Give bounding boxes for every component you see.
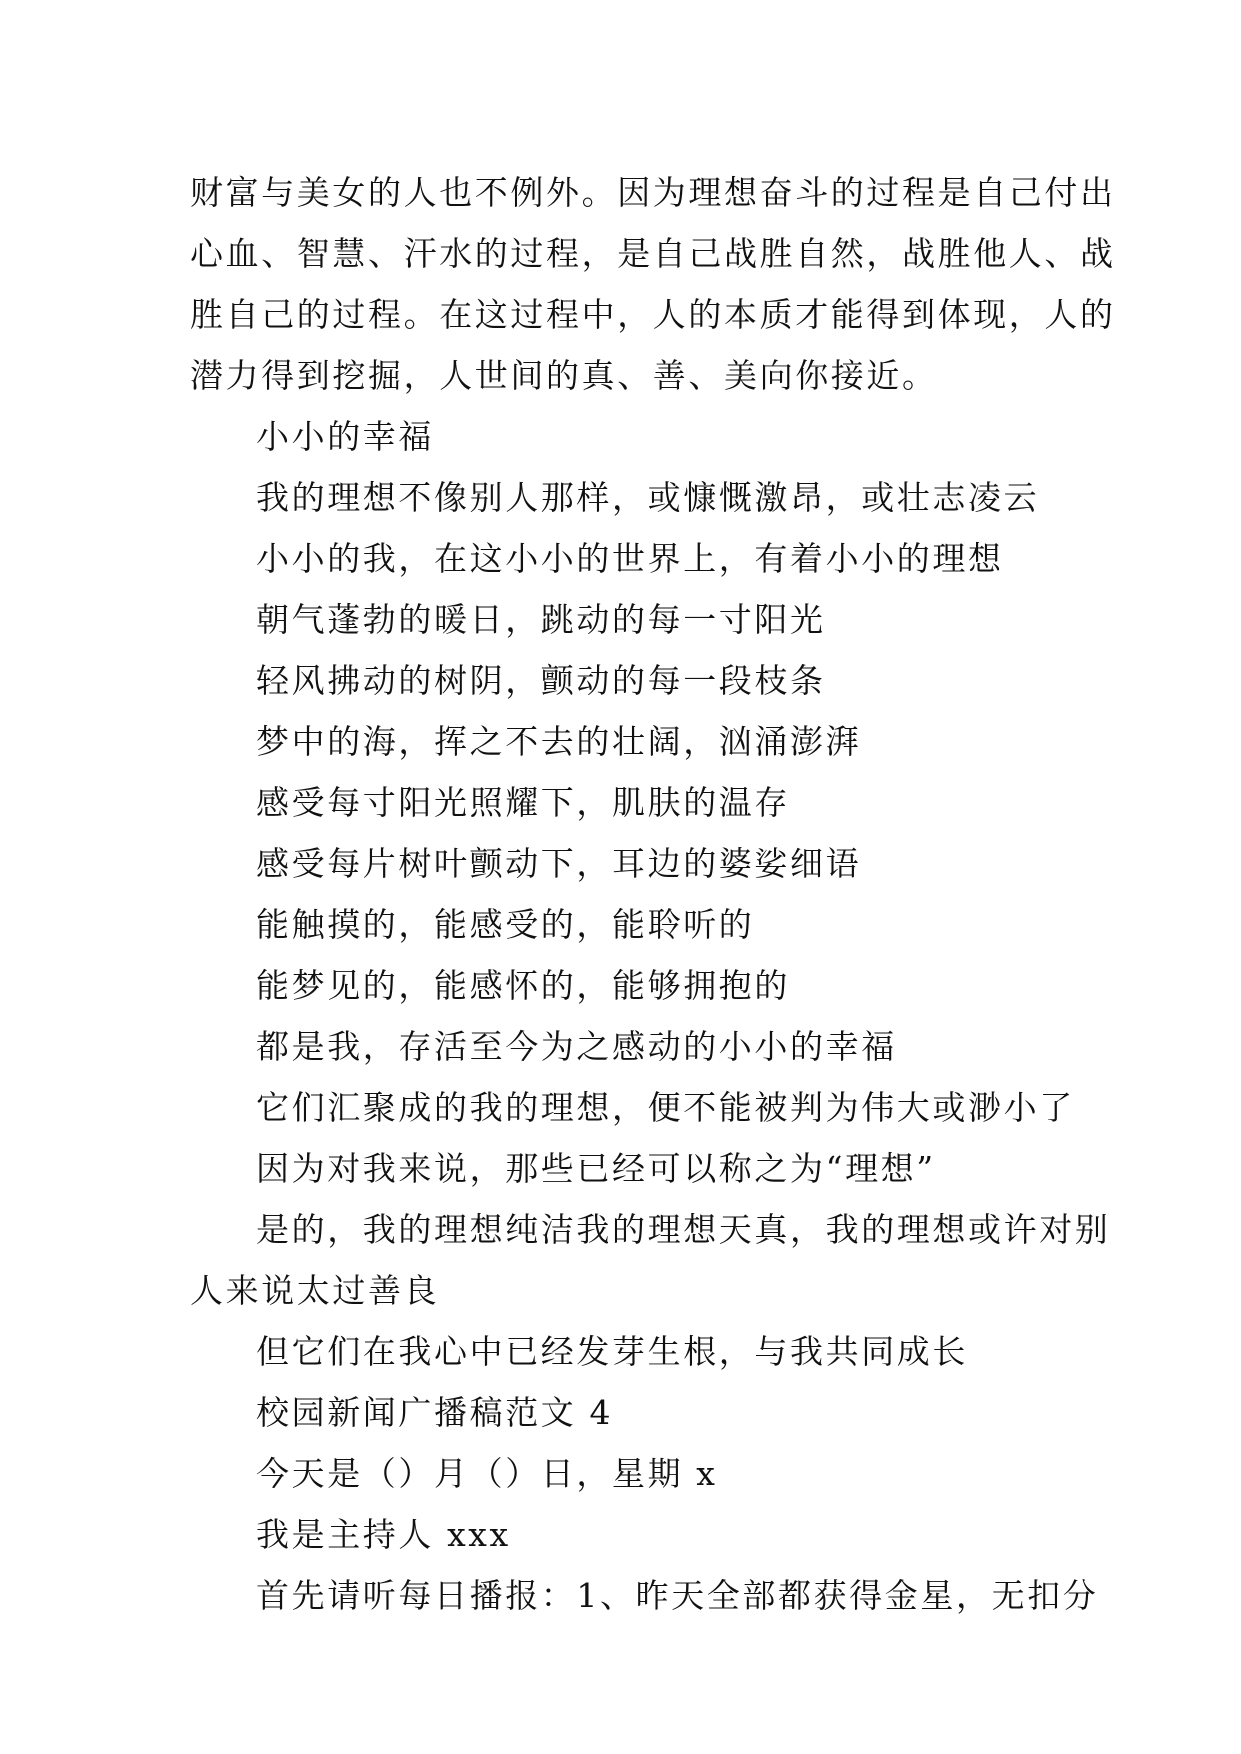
poem-line: 都是我，存活至今为之感动的小小的幸福 [256, 1027, 897, 1066]
body-line: 潜力得到挖掘，人世间的真、善、美向你接近。 [190, 356, 938, 395]
document-body [190, 162, 1116, 1626]
poem-line: 轻风拂动的树阴，颤动的每一段枝条 [256, 661, 826, 700]
poem-line: 能触摸的，能感受的，能聆听的 [256, 905, 755, 944]
poem-line: 我的理想不像别人那样，或慷慨激昂，或壮志凌云 [256, 478, 1040, 517]
poem-line: 能梦见的，能感怀的，能够拥抱的 [256, 966, 790, 1005]
section-title: 校园新闻广播稿范文 4 [256, 1393, 614, 1432]
body-line: 心血、智慧、汗水的过程，是自己战胜自然，战胜他人、战 [190, 234, 1116, 273]
poem-line: 朝气蓬勃的暖日，跳动的每一寸阳光 [256, 600, 826, 639]
body-line: 胜自己的过程。在这过程中，人的本质才能得到体现，人的 [190, 295, 1116, 334]
broadcast-line: 首先请听每日播报：1、昨天全部都获得金星，无扣分 [256, 1576, 1099, 1615]
poem-line: 小小的我，在这小小的世界上，有着小小的理想 [256, 539, 1004, 578]
poem-title: 小小的幸福 [256, 417, 434, 456]
poem-line: 是的，我的理想纯洁我的理想天真，我的理想或许对别 [256, 1210, 1111, 1249]
poem-line: 因为对我来说，那些已经可以称之为“理想” [256, 1149, 936, 1188]
poem-line: 梦中的海，挥之不去的壮阔，汹涌澎湃 [256, 722, 862, 761]
broadcast-line: 今天是（）月（）日，星期 x [256, 1454, 718, 1493]
poem-line: 感受每寸阳光照耀下，肌肤的温存 [256, 783, 790, 822]
poem-line-continuation: 人来说太过善良 [190, 1271, 440, 1310]
broadcast-line: 我是主持人 xxx [256, 1515, 511, 1554]
body-line: 财富与美女的人也不例外。因为理想奋斗的过程是自己付出 [190, 173, 1116, 212]
poem-line: 它们汇聚成的我的理想，便不能被判为伟大或渺小了 [256, 1088, 1075, 1127]
poem-line: 感受每片树叶颤动下，耳边的婆娑细语 [256, 844, 862, 883]
poem-line: 但它们在我心中已经发芽生根，与我共同成长 [256, 1332, 968, 1371]
